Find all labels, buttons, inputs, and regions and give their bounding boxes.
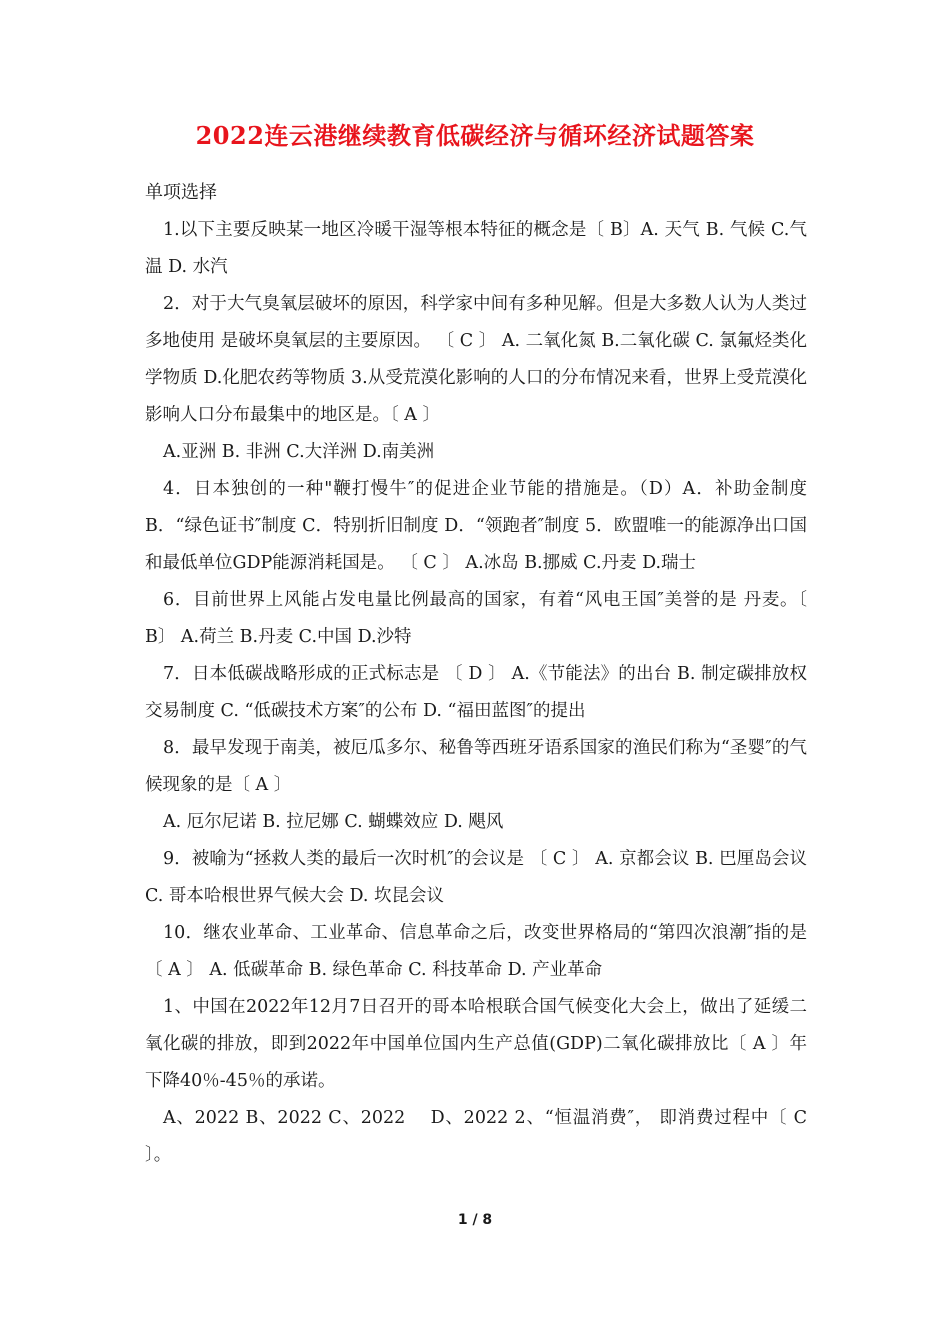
question-paragraph: 10．继农业革命、工业革命、信息革命之后，改变世界格局的“第四次浪潮″指的是〔 A 〕 A. 低碳革命 B. 绿色革命 C. 科技革命 D. 产业革命 (145, 923, 807, 980)
question-paragraph: 1、中国在2022年12月7日召开的哥本哈根联合国气候变化大会上，做出了延缓二氧化碳的排放，即到2022年中国单位国内生产总值(GDP)二氧化碳排放比〔 A 〕年下降40％-45％的承诺。 (145, 997, 807, 1091)
question-paragraph: 8．最早发现于南美，被厄瓜多尔、秘鲁等西班牙语系国家的渔民们称为“圣婴″的气候现象的是〔 A 〕 (145, 738, 807, 795)
question-paragraph: 6．目前世界上风能占发电量比例最高的国家，有着“风电王国″美誉的是 丹麦。〔 B〕 A.荷兰 B.丹麦 C.中国 D.沙特 (145, 590, 807, 647)
question-paragraph: 4．日本独创的一种"鞭打慢牛″的促进企业节能的措施是。（D）A．补助金制度 B．“绿色证书″制度 C．特别折旧制度 D．“领跑者″制度 5．欧盟唯一的能源净出口国和最低单位GDP能源消耗国是。 〔 C 〕 A.冰岛 B.挪威 C.丹麦 D.瑞士 (145, 479, 807, 573)
page-number: 1 / 8 (457, 1212, 493, 1228)
question-paragraph: 7．日本低碳战略形成的正式标志是 〔 D 〕 A.《节能法》的出台 B. 制定碳排放权交易制度 C. “低碳技术方案″的公布 D. “福田蓝图″的提出 (145, 664, 807, 721)
question-paragraph: A、2022 B、2022 C、2022 D、2022 2、“恒温消费″， 即消费过程中〔 C 〕。 (145, 1108, 807, 1165)
question-paragraph: A.亚洲 B. 非洲 C.大洋洲 D.南美洲 (163, 442, 435, 462)
question-paragraph: 9．被喻为“拯救人类的最后一次时机″的会议是 〔 C 〕 A. 京都会议 B. 巴厘岛会议 C. 哥本哈根世界气候大会 D. 坎昆会议 (145, 849, 807, 906)
question-paragraph: 2．对于大气臭氧层破坏的原因，科学家中间有多种见解。但是大多数人认为人类过多地使用 是破坏臭氧层的主要原因。 〔 C 〕 A. 二氧化氮 B.二氧化碳 C. 氯氟烃类化学物质 D.化肥农药等物质 3.从受荒漠化影响的人口的分布情况来看，世界上受荒漠化影响人口分布最集中的地区是。〔 A 〕 (145, 294, 807, 425)
page-title: 2022连云港继续教育低碳经济与循环经济试题答案 (195, 121, 755, 150)
question-paragraph: A. 厄尔尼诺 B. 拉尼娜 C. 蝴蝶效应 D. 飓风 (163, 812, 504, 832)
section-heading: 单项选择 (145, 182, 217, 203)
question-list (145, 212, 807, 1174)
question-paragraph: 1.以下主要反映某一地区冷暖干湿等根本特征的概念是〔 B〕A. 天气 B. 气候 C.气温 D. 水汽 (145, 220, 807, 277)
